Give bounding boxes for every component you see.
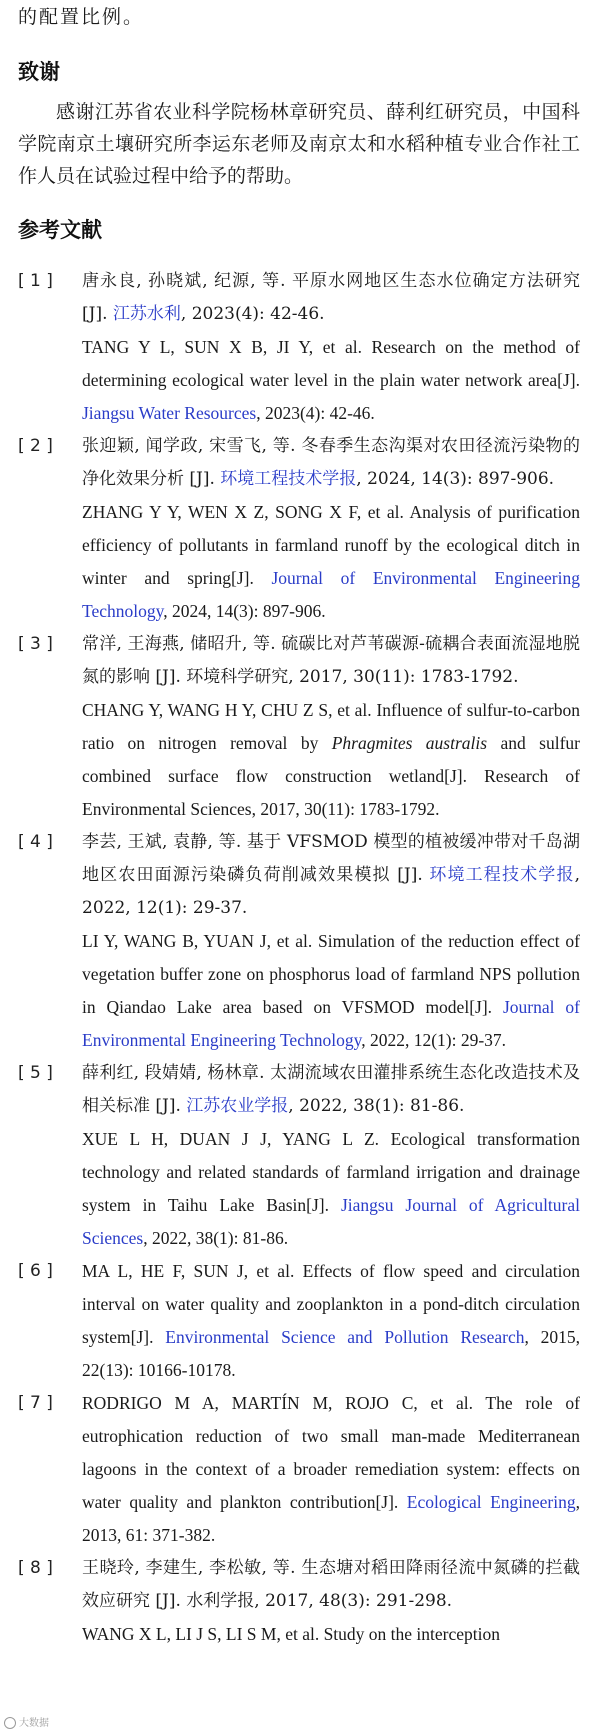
reference-item: [0, 1255, 598, 1387]
reference-item: [0, 1552, 598, 1651]
reference-en-text: LI Y, WANG B, YUAN J, et al. Simulation of the reduction effect of vegetation buffer zone on phosphorus load of farmland NPS pollution in Qiandao Lake area based on VFSMOD model[J].: [82, 931, 580, 1017]
journal-link[interactable]: 江苏农业学报: [186, 1096, 289, 1116]
reference-item: [0, 1387, 598, 1552]
reference-cn-pages: , 2022, 38(1): 81-86.: [288, 1096, 465, 1116]
reference-en-rest: and sulfur combined surface flow construction wetland[J]. Research of Environmental Sciences, 2017, 30(11): 1783-1792.: [82, 733, 580, 819]
reference-en: [82, 496, 580, 628]
reference-en-text: CHANG Y, WANG H Y, CHU Z S, et al. Influence of sulfur-to-carbon ratio on nitrogen removal by: [82, 700, 580, 753]
reference-en: [82, 694, 580, 826]
reference-number: [ 2 ]: [18, 436, 53, 456]
reference-en-pages: , 2013, 61: 371-382.: [82, 1492, 580, 1545]
reference-en: WANG X L, LI J S, LI S M, et al. Study on the interception: [82, 1624, 501, 1644]
reference-cn-pages: , 2022, 12(1): 29-37.: [82, 865, 581, 918]
reference-en: [82, 925, 580, 1057]
journal-link[interactable]: 环境工程技术学报: [429, 865, 575, 885]
reference-number: [ 1 ]: [18, 271, 53, 291]
reference-item: [0, 826, 598, 1057]
reference-cn: 王晓玲, 李建生, 李松敏, 等. 生态塘对稻田降雨径流中氮磷的拦截效应研究 [J]. 水利学报, 2017, 48(3): 291-298.: [82, 1558, 580, 1611]
journal-link[interactable]: 江苏水利: [112, 304, 181, 324]
reference-cn: [82, 430, 580, 496]
reference-en: [82, 1387, 580, 1552]
reference-en-pages: , 2023(4): 42-46.: [256, 403, 375, 423]
journal-link[interactable]: Ecological Engineering: [406, 1492, 576, 1512]
reference-cn-text: 张迎颖, 闻学政, 宋雪飞, 等. 冬春季生态沟渠对农田径流污染物的净化效果分析 [J].: [82, 436, 580, 489]
journal-link[interactable]: Jiangsu Journal of Agricultural Sciences: [82, 1195, 580, 1248]
reference-cn: [82, 1057, 580, 1123]
reference-number: [ 6 ]: [18, 1261, 53, 1281]
references-heading: 参考文献: [18, 218, 102, 242]
paragraph-fragment: 的配置比例。: [18, 6, 145, 28]
reference-en: [82, 331, 580, 430]
watermark-text: 大数据: [19, 1718, 49, 1729]
journal-link[interactable]: Journal of Environmental Engineering Technology: [82, 568, 580, 621]
reference-number: [ 4 ]: [18, 832, 53, 852]
species-name: Phragmites australis: [331, 733, 488, 753]
journal-link[interactable]: Journal of Environmental Engineering Technology: [82, 997, 580, 1050]
reference-cn: [82, 826, 580, 925]
acknowledgement-body: [18, 96, 580, 192]
reference-en: [82, 1123, 580, 1255]
reference-item: [0, 1057, 598, 1255]
reference-cn: 常洋, 王海燕, 储昭升, 等. 硫碳比对芦苇碳源-硫耦合表面流湿地脱氮的影响 [J]. 环境科学研究, 2017, 30(11): 1783-1792.: [82, 634, 580, 687]
acknowledgement-heading: 致谢: [18, 60, 60, 84]
reference-en: [82, 1255, 580, 1387]
journal-link[interactable]: 环境工程技术学报: [220, 469, 357, 489]
reference-en-text: ZHANG Y Y, WEN X Z, SONG X F, et al. Analysis of purification efficiency of pollutants in farmland runoff by the ecological ditch in winter and spring[J].: [82, 502, 580, 588]
reference-number: [ 8 ]: [18, 1558, 53, 1578]
reference-en-pages: , 2024, 14(3): 897-906.: [163, 601, 326, 621]
reference-cn-text: 薛利红, 段婧婧, 杨林章. 太湖流域农田灌排系统生态化改造技术及相关标准 [J].: [82, 1063, 580, 1116]
reference-cn-text: 李芸, 王斌, 袁静, 等. 基于 VFSMOD 模型的植被缓冲带对千岛湖地区农田面源污染磷负荷削减效果模拟 [J].: [82, 832, 580, 885]
reference-en-pages: , 2022, 38(1): 81-86.: [143, 1228, 289, 1248]
reference-en-text: MA L, HE F, SUN J, et al. Effects of flow speed and circulation interval on water quality and zooplankton in a pond-ditch circulation system[J].: [82, 1261, 580, 1347]
watermark-icon: [4, 1717, 16, 1729]
reference-number: [ 3 ]: [18, 634, 53, 654]
reference-en-text: TANG Y L, SUN X B, JI Y, et al. Research on the method of determining ecological water level in the plain water network area[J].: [82, 337, 580, 390]
journal-link[interactable]: Environmental Science and Pollution Research: [165, 1327, 525, 1347]
reference-cn-text: 唐永良, 孙晓斌, 纪源, 等. 平原水网地区生态水位确定方法研究 [J].: [82, 271, 580, 324]
reference-en-pages: , 2015, 22(13): 10166-10178.: [82, 1327, 581, 1380]
journal-link[interactable]: Jiangsu Water Resources: [82, 403, 257, 423]
reference-item: [0, 265, 598, 430]
watermark: [4, 1714, 49, 1729]
reference-number: [ 7 ]: [18, 1393, 53, 1413]
reference-en-text: RODRIGO M A, MARTÍN M, ROJO C, et al. The role of eutrophication reduction of two small man-made Mediterranean lagoons in the context of a broader remediation system: effects on water quality and plankton contribution[J].: [82, 1393, 580, 1512]
reference-list: [0, 265, 598, 1651]
reference-item: [0, 430, 598, 628]
reference-cn-pages: , 2024, 14(3): 897-906.: [356, 469, 555, 489]
reference-item: [0, 628, 598, 826]
reference-en-pages: , 2022, 12(1): 29-37.: [361, 1030, 507, 1050]
reference-cn: [82, 265, 580, 331]
acknowledgement-text: 感谢江苏省农业科学院杨林章研究员、薛利红研究员，中国科学院南京土壤研究所李运东老师及南京太和水稻种植专业合作社工作人员在试验过程中给予的帮助。: [18, 101, 580, 187]
reference-cn-pages: , 2023(4): 42-46.: [180, 304, 325, 324]
reference-number: [ 5 ]: [18, 1063, 53, 1083]
reference-en-text: XUE L H, DUAN J J, YANG L Z. Ecological transformation technology and related standards of farmland irrigation and drainage system in Taihu Lake Basin[J].: [82, 1129, 580, 1215]
